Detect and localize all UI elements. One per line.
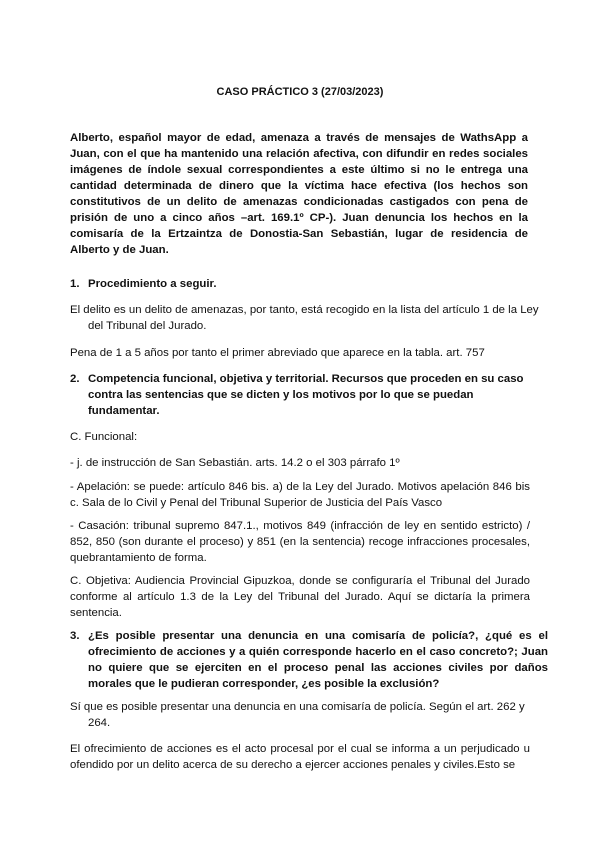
section-2-paragraph-1: C. Funcional: (70, 431, 138, 443)
section-2-title: Competencia funcional, objetiva y territorial. Recursos que proceden en su caso contra las sentencias que se dicten y los motivos por lo que se puedan fundamentar. (88, 373, 524, 417)
section-2-paragraph-4: - Casación: tribunal supremo 847.1., motivos 849 (infracción de ley en sentido estricto) / 852, 850 (son durante el proceso) y 851 (en la sentencia) recoge infracciones procesales, quebrantamiento de forma. (70, 520, 530, 564)
section-3-paragraph-2: El ofrecimiento de acciones es el acto procesal por el cual se informa a un perjudicado u ofendido por un delito acerca de su derecho a ejercer acciones penales y civiles.Esto se (70, 743, 530, 771)
section-3-heading (70, 628, 548, 692)
section-3-paragraph-1: Sí que es posible presentar una denuncia en una comisaría de policía. Según el art. 262 y 264. (70, 701, 525, 729)
section-1-paragraph-1: El delito es un delito de amenazas, por tanto, está recogido en la lista del artículo 1 de la Ley del Tribunal del Jurado. (70, 304, 539, 332)
section-1-heading (70, 276, 548, 292)
section-3-title: ¿Es posible presentar una denuncia en una comisaría de policía?, ¿qué es el ofrecimiento de acciones y a quién corresponde hacerlo en el caso concreto?; Juan no quiere que se ejerciten en el proceso penal las acciones civiles por daños morales que le pudieran corresponder, ¿es posible la exclusión? (88, 630, 548, 690)
section-1-title: Procedimiento a seguir. (88, 278, 217, 290)
document-title: CASO PRÁCTICO 3 (27/03/2023) (216, 86, 384, 98)
section-2-paragraph-3: - Apelación: se puede: artículo 846 bis. a) de la Ley del Jurado. Motivos apelación 846 bis c. Sala de lo Civil y Penal del Tribunal Superior de Justicia del País Vasco (70, 481, 530, 509)
section-2-paragraph-5: C. Objetiva: Audiencia Provincial Gipuzkoa, donde se configuraría el Tribunal del Jurado conforme al artículo 1.3 de la Ley del Tribunal del Jurado. Aquí se dictaría la primera sentencia. (70, 575, 530, 619)
section-2-paragraph-2: - j. de instrucción de San Sebastián. arts. 14.2 o el 303 párrafo 1º (70, 457, 400, 469)
section-2-heading (70, 371, 548, 419)
case-statement: Alberto, español mayor de edad, amenaza a través de mensajes de WathsApp a Juan, con el que ha mantenido una relación afectiva, con difundir en redes sociales imágenes de índole sexual correspondientes a este último si no le entrega una cantidad determinada de dinero que la víctima hace efectiva (los hechos son constitutivos de un delito de amenazas condicionadas castigados con pena de prisión de uno a cinco años –art. 169.1º CP-). Juan denuncia los hechos en la comisaría de la Ertzaintza de Donostia-San Sebastián, lugar de residencia de Alberto y de Juan. (70, 132, 528, 256)
section-3-number: 3. (70, 630, 80, 642)
section-1-number: 1. (70, 278, 80, 290)
section-2-number: 2. (70, 373, 80, 385)
section-1-paragraph-2: Pena de 1 a 5 años por tanto el primer abreviado que aparece en la tabla. art. 757 (70, 347, 485, 359)
